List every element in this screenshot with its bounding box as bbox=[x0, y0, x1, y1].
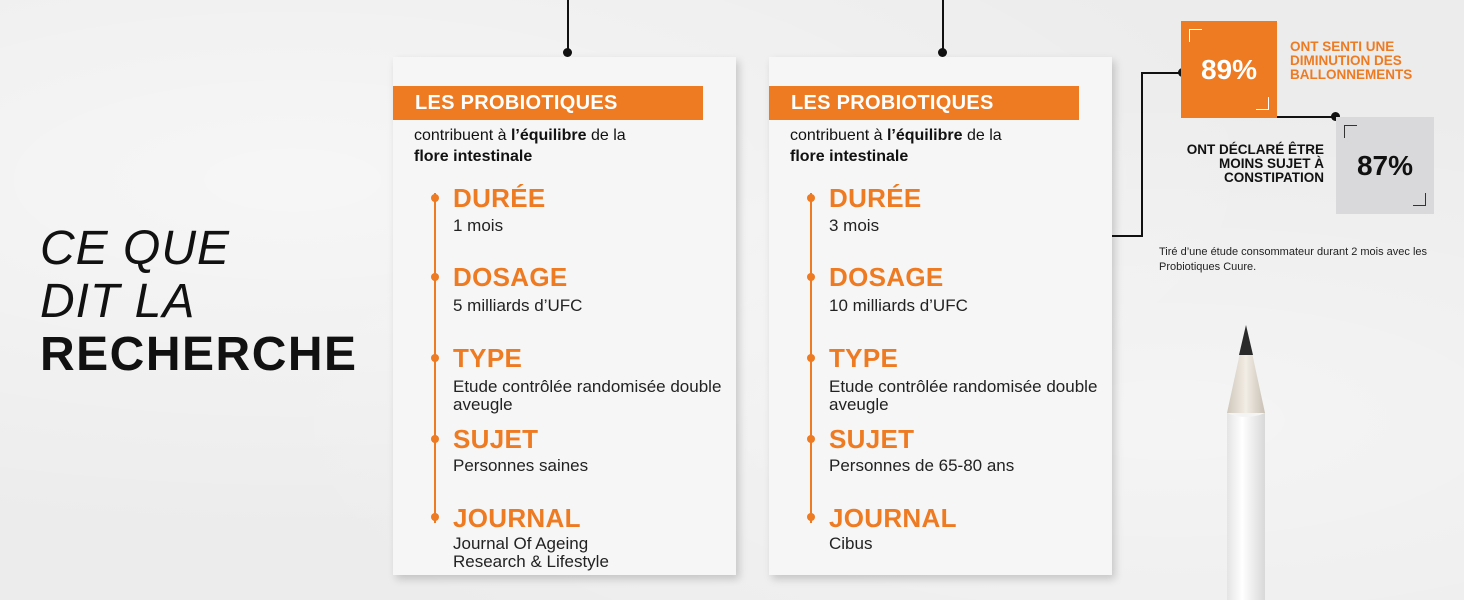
study-card-2 bbox=[769, 57, 1112, 575]
item-title-type: TYPE bbox=[453, 343, 523, 373]
stat-value-box bbox=[1181, 21, 1277, 118]
item-value-dosage: 5 milliards d’UFC bbox=[453, 296, 583, 315]
headline bbox=[40, 222, 358, 381]
connector-line bbox=[1141, 72, 1143, 237]
item-value-sujet: Personnes saines bbox=[453, 456, 589, 475]
item-title-sujet: SUJET bbox=[829, 424, 915, 454]
item-value-type: Etude contrôlée randomisée double aveugle bbox=[829, 377, 1098, 414]
pin-1 bbox=[563, 48, 572, 57]
timeline-dot bbox=[807, 194, 815, 202]
intro-text: contribuent à bbox=[414, 127, 511, 144]
corner-bracket bbox=[1413, 193, 1426, 206]
stat-label: ONT DÉCLARÉ ÊTRE MOINS SUJET À CONSTIPATION bbox=[1186, 142, 1324, 185]
intro-text: de la bbox=[962, 127, 1002, 144]
pencil-image bbox=[1222, 325, 1270, 600]
timeline-dot bbox=[807, 273, 815, 281]
headline-line-1: CE QUE bbox=[40, 222, 231, 275]
timeline-dot bbox=[807, 354, 815, 362]
timeline-dot bbox=[807, 435, 815, 443]
item-title-dosage: DOSAGE bbox=[829, 262, 944, 292]
stat-value-box bbox=[1336, 117, 1434, 214]
timeline-dot bbox=[431, 194, 439, 202]
item-title-duree: DURÉE bbox=[829, 183, 922, 213]
intro-bold: flore intestinale bbox=[414, 148, 533, 165]
intro-bold: flore intestinale bbox=[790, 148, 909, 165]
item-title-dosage: DOSAGE bbox=[453, 262, 568, 292]
stat-value: 87% bbox=[1356, 149, 1414, 181]
item-title-sujet: SUJET bbox=[453, 424, 539, 454]
item-title-journal: JOURNAL bbox=[453, 503, 581, 533]
item-title-journal: JOURNAL bbox=[829, 503, 957, 533]
intro-bold: l’équilibre bbox=[886, 127, 963, 144]
timeline-dot bbox=[431, 273, 439, 281]
intro-text: de la bbox=[586, 127, 626, 144]
item-value-journal: Journal Of Ageing Research & Lifestyle bbox=[453, 534, 609, 571]
item-value-journal: Cibus bbox=[829, 534, 873, 553]
item-value-type: Etude contrôlée randomisée double aveugle bbox=[453, 377, 722, 414]
headline-line-2: DIT LA bbox=[40, 275, 196, 328]
card-header: LES PROBIOTIQUES bbox=[769, 86, 1079, 120]
hanging-string-1 bbox=[567, 0, 569, 52]
timeline-dot bbox=[431, 435, 439, 443]
pin-2 bbox=[938, 48, 947, 57]
study-card-1 bbox=[393, 57, 736, 575]
corner-bracket bbox=[1189, 29, 1202, 42]
timeline-dot bbox=[431, 513, 439, 521]
item-value-sujet: Personnes de 65-80 ans bbox=[829, 456, 1015, 475]
card-header: LES PROBIOTIQUES bbox=[393, 86, 703, 120]
timeline-dot bbox=[431, 354, 439, 362]
connector-line bbox=[1112, 235, 1142, 237]
connector-line bbox=[1141, 72, 1181, 74]
card-intro bbox=[790, 125, 1090, 167]
hanging-string-2 bbox=[942, 0, 944, 52]
item-title-duree: DURÉE bbox=[453, 183, 546, 213]
intro-bold: l’équilibre bbox=[510, 127, 587, 144]
connector-line bbox=[1277, 116, 1336, 118]
item-value-duree: 3 mois bbox=[829, 216, 880, 235]
item-value-duree: 1 mois bbox=[453, 216, 504, 235]
stat-label: ONT SENTI UNE DIMINUTION DES BALLONNEMENTS bbox=[1290, 39, 1413, 82]
card-intro bbox=[414, 125, 714, 167]
intro-text: contribuent à bbox=[790, 127, 887, 144]
corner-bracket bbox=[1256, 97, 1269, 110]
corner-bracket bbox=[1344, 125, 1357, 138]
headline-line-3: RECHERCHE bbox=[40, 328, 358, 381]
stat-value: 89% bbox=[1200, 53, 1258, 85]
timeline-dot bbox=[807, 513, 815, 521]
item-title-type: TYPE bbox=[829, 343, 899, 373]
item-value-dosage: 10 milliards d’UFC bbox=[829, 296, 968, 315]
footnote: Tiré d’une étude consommateur durant 2 mois avec les Probiotiques Cuure. bbox=[1159, 246, 1428, 273]
